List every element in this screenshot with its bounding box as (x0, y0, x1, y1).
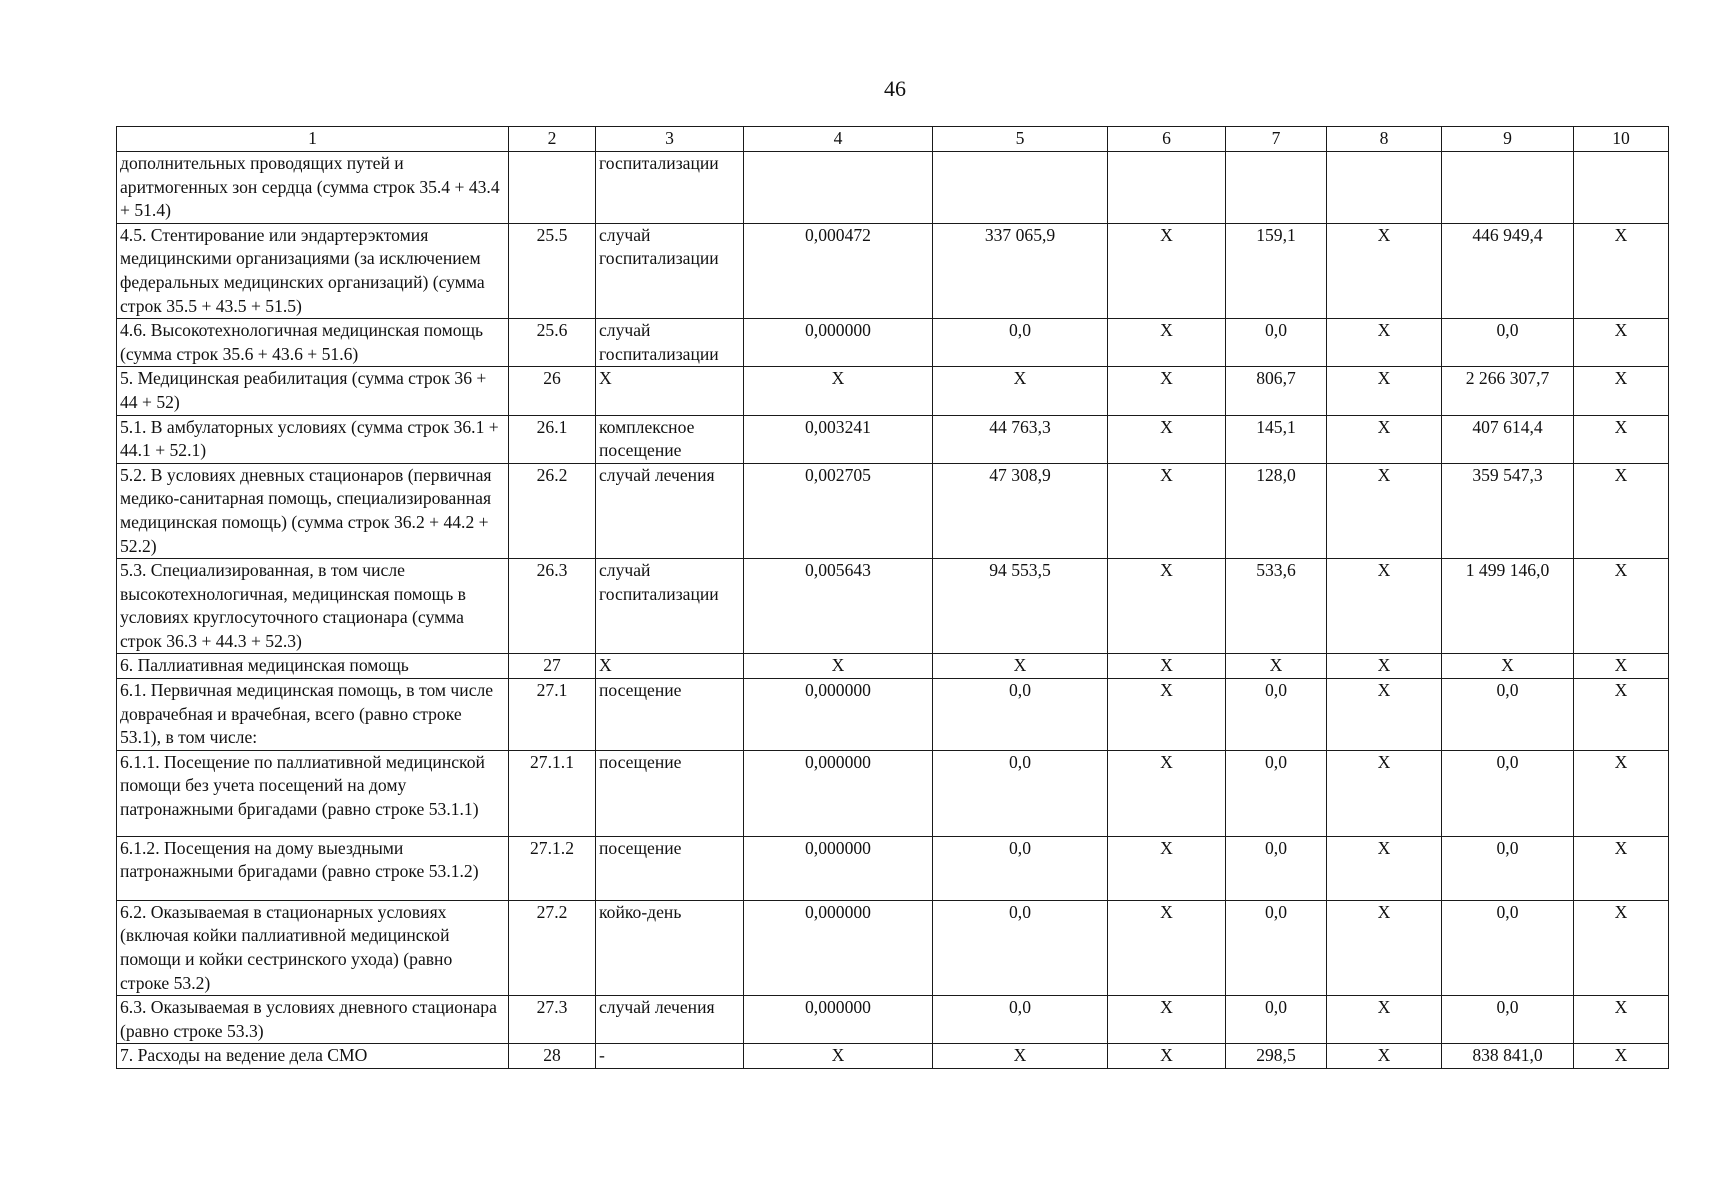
table-cell: 0,0 (1442, 836, 1574, 900)
table-cell: X (1327, 900, 1442, 995)
table-row (117, 367, 1669, 415)
table-cell: X (933, 1044, 1108, 1069)
table-cell: 0,0 (933, 750, 1108, 836)
table-cell: X (1574, 319, 1669, 367)
table-cell: 533,6 (1226, 559, 1327, 654)
table-cell: 0,0 (933, 836, 1108, 900)
column-header: 3 (596, 127, 744, 152)
table-cell: X (1574, 900, 1669, 995)
table-cell: 0,002705 (744, 463, 933, 558)
table-cell: 6.3. Оказываемая в условиях дневного стационара (равно строке 53.3) (117, 996, 509, 1044)
table-cell: 7. Расходы на ведение дела СМО (117, 1044, 509, 1069)
table-cell: X (744, 654, 933, 679)
table-cell: X (1327, 319, 1442, 367)
column-header: 6 (1108, 127, 1226, 152)
table-cell (1327, 152, 1442, 224)
table-cell: X (1108, 836, 1226, 900)
table-cell: 298,5 (1226, 1044, 1327, 1069)
table-cell: случай лечения (596, 996, 744, 1044)
table-cell: X (1574, 836, 1669, 900)
table-cell: X (1574, 654, 1669, 679)
table-cell: X (1108, 319, 1226, 367)
table-cell: 25.5 (509, 223, 596, 318)
table-cell: X (1327, 367, 1442, 415)
table-cell (1574, 152, 1669, 224)
table-cell: случай лечения (596, 463, 744, 558)
table-cell: посещение (596, 836, 744, 900)
table-cell: 5. Медицинская реабилитация (сумма строк 36 + 44 + 52) (117, 367, 509, 415)
table-cell: X (1574, 1044, 1669, 1069)
table-row (117, 559, 1669, 654)
table-cell: X (1327, 679, 1442, 751)
table-cell: 47 308,9 (933, 463, 1108, 558)
table-cell: 0,000000 (744, 996, 933, 1044)
table-cell: X (1574, 679, 1669, 751)
table-cell: X (1108, 654, 1226, 679)
table-cell: X (1108, 750, 1226, 836)
table-cell: 0,000000 (744, 836, 933, 900)
table-cell: X (1574, 559, 1669, 654)
table-cell: койко-день (596, 900, 744, 995)
table-cell: 0,000000 (744, 750, 933, 836)
table-row (117, 1044, 1669, 1069)
table-cell: 27.1.1 (509, 750, 596, 836)
table-cell: 0,0 (1442, 679, 1574, 751)
column-header: 4 (744, 127, 933, 152)
page-number: 46 (884, 76, 906, 101)
table-cell: посещение (596, 679, 744, 751)
table-cell: 26.3 (509, 559, 596, 654)
table-cell: 5.1. В амбулаторных условиях (сумма строк 36.1 + 44.1 + 52.1) (117, 415, 509, 463)
table-cell: 4.6. Высокотехнологичная медицинская помощь (сумма строк 35.6 + 43.6 + 51.6) (117, 319, 509, 367)
table-row (117, 319, 1669, 367)
table-cell: 27.1.2 (509, 836, 596, 900)
table-cell: 2 266 307,7 (1442, 367, 1574, 415)
table-cell: 0,0 (1226, 319, 1327, 367)
table-cell: X (1108, 679, 1226, 751)
table-cell: 4.5. Стентирование или эндартерэктомия медицинскими организациями (за исключением федеральных медицинских организаций) (сумма строк 35.5 + 43.5 + 51.5) (117, 223, 509, 318)
table-cell: 0,0 (1226, 996, 1327, 1044)
table-cell: X (1226, 654, 1327, 679)
table-cell: 806,7 (1226, 367, 1327, 415)
table-cell: 5.3. Специализированная, в том числе высокотехнологичная, медицинская помощь в условиях круглосуточного стационара (сумма строк 36.3 + 44.3 + 52.3) (117, 559, 509, 654)
table-cell: 6.2. Оказываемая в стационарных условиях (включая койки паллиативной медицинской помощи и койки сестринского ухода) (равно строке 53.2) (117, 900, 509, 995)
column-header: 2 (509, 127, 596, 152)
table-cell: 0,0 (933, 900, 1108, 995)
table-cell: X (1327, 463, 1442, 558)
table-row (117, 900, 1669, 995)
table-cell: 0,0 (933, 996, 1108, 1044)
table-cell: 0,0 (1226, 900, 1327, 995)
table-cell: 0,000472 (744, 223, 933, 318)
table-cell: X (596, 367, 744, 415)
table-cell: 0,0 (1442, 996, 1574, 1044)
table-cell: 0,000000 (744, 679, 933, 751)
table-cell: 159,1 (1226, 223, 1327, 318)
column-header: 5 (933, 127, 1108, 152)
table-cell: 0,0 (1442, 900, 1574, 995)
table-cell: 407 614,4 (1442, 415, 1574, 463)
table-cell: X (1327, 559, 1442, 654)
table-cell: 0,0 (1226, 750, 1327, 836)
table-cell: X (1442, 654, 1574, 679)
table-cell: случай госпитализации (596, 559, 744, 654)
table-cell: X (1574, 463, 1669, 558)
table-cell (744, 152, 933, 224)
table-row (117, 996, 1669, 1044)
table-cell: X (1574, 367, 1669, 415)
column-number-row (117, 127, 1669, 152)
table-cell: 0,0 (933, 679, 1108, 751)
table-cell: X (1327, 1044, 1442, 1069)
table-row (117, 415, 1669, 463)
table-cell: X (1327, 750, 1442, 836)
table-cell: 337 065,9 (933, 223, 1108, 318)
table-row (117, 223, 1669, 318)
table-cell: 28 (509, 1044, 596, 1069)
table-cell: 0,000000 (744, 900, 933, 995)
column-header: 8 (1327, 127, 1442, 152)
table-cell: 27 (509, 654, 596, 679)
table-cell: 27.2 (509, 900, 596, 995)
table-cell: 359 547,3 (1442, 463, 1574, 558)
table-cell: X (1108, 900, 1226, 995)
table-cell: X (596, 654, 744, 679)
table-row (117, 679, 1669, 751)
table-cell: 26.2 (509, 463, 596, 558)
table-row (117, 152, 1669, 224)
table-cell: 6. Паллиативная медицинская помощь (117, 654, 509, 679)
table-cell: X (744, 1044, 933, 1069)
table-cell: 27.1 (509, 679, 596, 751)
financing-table (116, 126, 1669, 1069)
column-header: 9 (1442, 127, 1574, 152)
table-cell: 6.1.2. Посещения на дому выездными патронажными бригадами (равно строке 53.1.2) (117, 836, 509, 900)
table-cell: X (1574, 415, 1669, 463)
table-cell (1226, 152, 1327, 224)
table-row (117, 836, 1669, 900)
table-cell: 44 763,3 (933, 415, 1108, 463)
table-cell: 446 949,4 (1442, 223, 1574, 318)
table-cell: X (1108, 996, 1226, 1044)
table-cell: дополнительных проводящих путей и аритмогенных зон сердца (сумма строк 35.4 + 43.4 + 51.4) (117, 152, 509, 224)
table-cell: госпитализации (596, 152, 744, 224)
table-cell: X (1327, 996, 1442, 1044)
table-cell: 128,0 (1226, 463, 1327, 558)
table-cell: случай госпитализации (596, 223, 744, 318)
table-cell: 0,005643 (744, 559, 933, 654)
table-cell: X (1574, 223, 1669, 318)
table-cell: 1 499 146,0 (1442, 559, 1574, 654)
table-row (117, 463, 1669, 558)
table-cell: X (1108, 367, 1226, 415)
table-cell: X (1574, 750, 1669, 836)
table-cell: X (933, 367, 1108, 415)
table-cell: 0,0 (1442, 750, 1574, 836)
table-cell (1442, 152, 1574, 224)
table-cell: 0,0 (1442, 319, 1574, 367)
table-cell: 0,0 (933, 319, 1108, 367)
table-cell: 0,0 (1226, 679, 1327, 751)
table-cell: X (1108, 1044, 1226, 1069)
table-cell: X (933, 654, 1108, 679)
table-body (117, 152, 1669, 1069)
table-cell: 5.2. В условиях дневных стационаров (первичная медико-санитарная помощь, специализированная медицинская помощь) (сумма строк 36.2 + 44.2 + 52.2) (117, 463, 509, 558)
table-cell: X (1108, 463, 1226, 558)
table-cell: 94 553,5 (933, 559, 1108, 654)
table-cell: 0,0 (1226, 836, 1327, 900)
table-cell: 26.1 (509, 415, 596, 463)
table-cell: - (596, 1044, 744, 1069)
table-cell: X (1108, 223, 1226, 318)
table-cell: X (1327, 654, 1442, 679)
table-cell: X (1327, 415, 1442, 463)
table-cell (1108, 152, 1226, 224)
table-cell: комплексное посещение (596, 415, 744, 463)
table-cell: X (1108, 415, 1226, 463)
table-cell: 26 (509, 367, 596, 415)
table-cell: 145,1 (1226, 415, 1327, 463)
table-cell: X (1327, 223, 1442, 318)
table-cell: 6.1.1. Посещение по паллиативной медицинской помощи без учета посещений на дому патронажными бригадами (равно строке 53.1.1) (117, 750, 509, 836)
table-cell: 838 841,0 (1442, 1044, 1574, 1069)
table-cell (933, 152, 1108, 224)
table-cell: 0,003241 (744, 415, 933, 463)
column-header: 1 (117, 127, 509, 152)
table-cell: X (1108, 559, 1226, 654)
table-cell: 6.1. Первичная медицинская помощь, в том числе доврачебная и врачебная, всего (равно строке 53.1), в том числе: (117, 679, 509, 751)
column-header: 10 (1574, 127, 1669, 152)
column-header: 7 (1226, 127, 1327, 152)
table-cell: X (1574, 996, 1669, 1044)
table-cell: 27.3 (509, 996, 596, 1044)
table-row (117, 750, 1669, 836)
table-cell: X (744, 367, 933, 415)
table-cell: 0,000000 (744, 319, 933, 367)
table-cell: 25.6 (509, 319, 596, 367)
table-row (117, 654, 1669, 679)
table-cell: случай госпитализации (596, 319, 744, 367)
table-cell (509, 152, 596, 224)
table-cell: посещение (596, 750, 744, 836)
table-cell: X (1327, 836, 1442, 900)
